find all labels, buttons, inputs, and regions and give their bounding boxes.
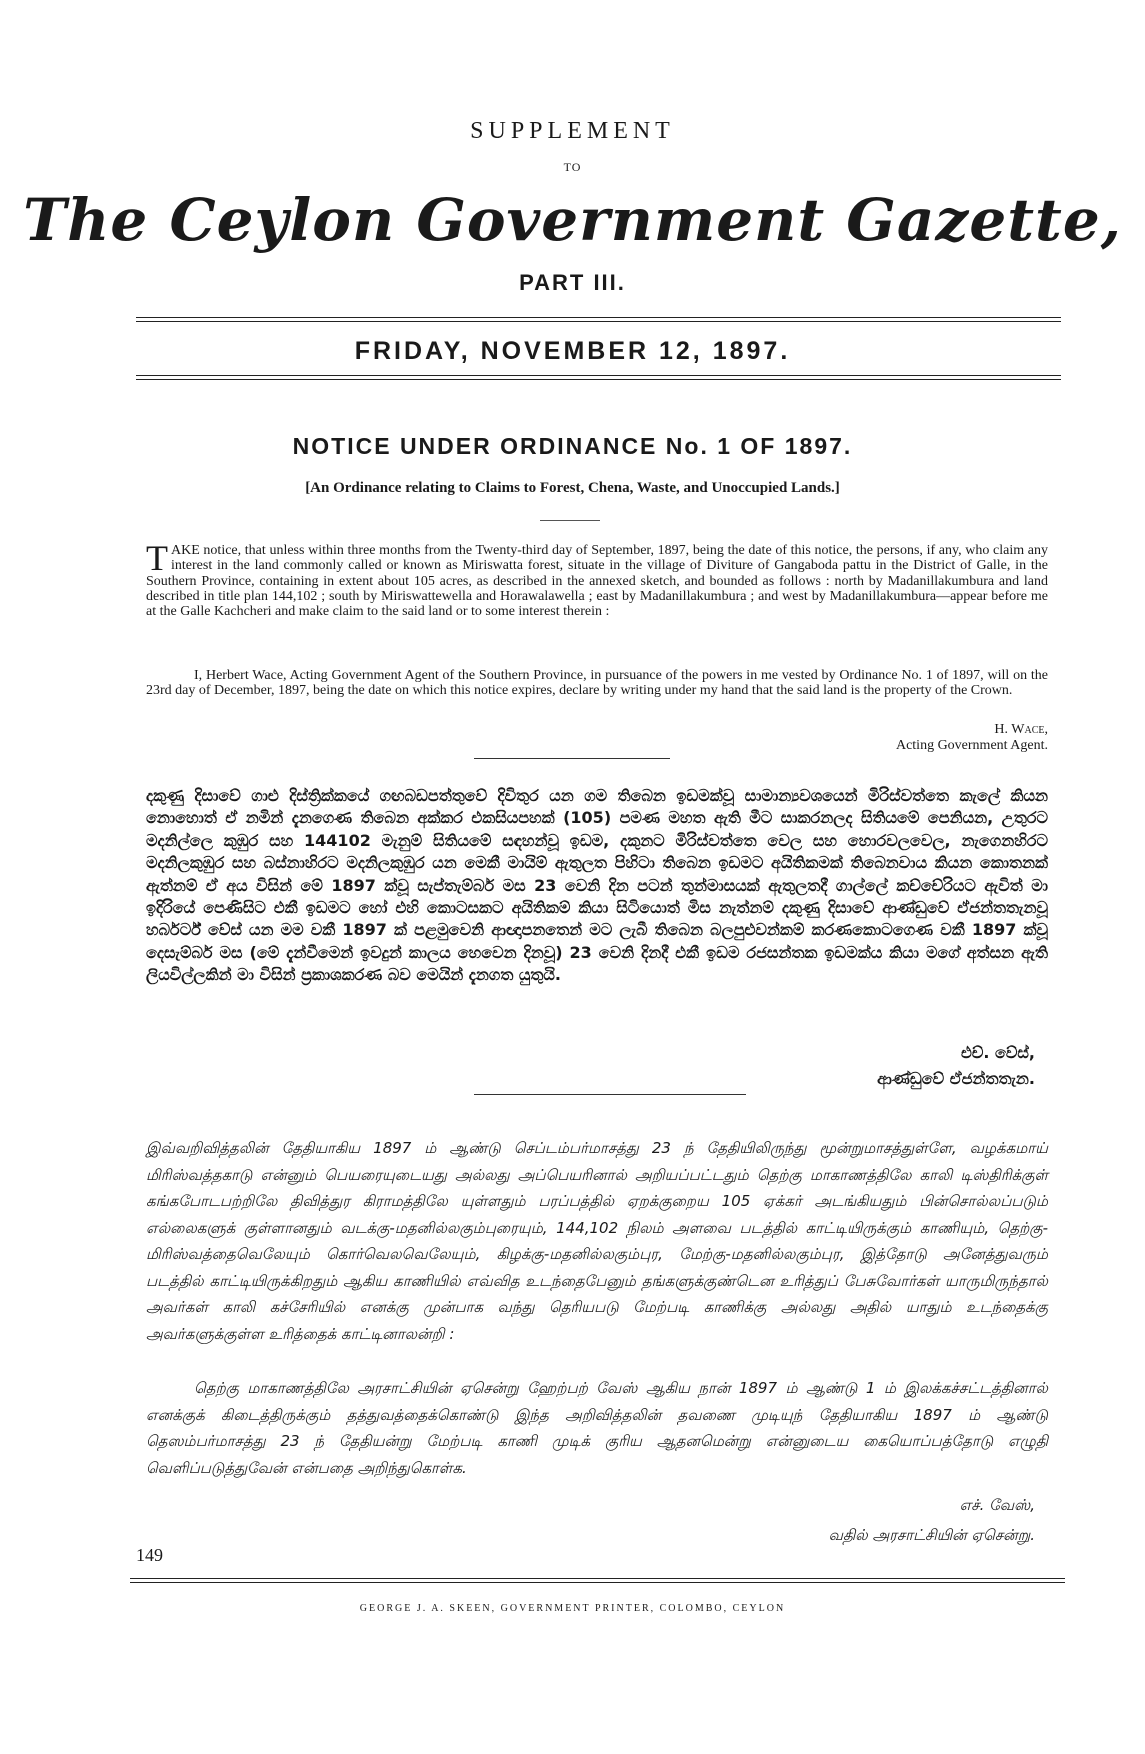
notice-body: AKE notice, that unless within three months from the Twenty-third day of September, 1897, being the date of this notice, the persons, if any, who claim any interest in the land commonly called or known as Miriswatta forest, situate in the village of Diviture of Gangaboda pattu in the District of Galle, in the Southern Province, containing in extent about 105 acres, as described in the annexed sketch, and bounded as follows : north by Madanillakumbura and land described in title plan 144,102 ; south by Miriswattewella and Horawalawella ; east by Madanillakumbura ; and west by Madanillakumbura—appear before me at the Galle Kachcheri and make claim to the said land or to some interest therein : bbox=[146, 543, 1048, 620]
sinhala-signature bbox=[877, 1040, 1035, 1092]
header-rule-top-double bbox=[136, 321, 1061, 322]
tamil-signature bbox=[829, 1490, 1035, 1550]
english-signature-name: H. Wace, bbox=[994, 722, 1048, 737]
tamil-signature-name: எச். வேஸ், bbox=[959, 1496, 1035, 1514]
notice-paragraph-sinhala: දකුණු දිසාවේ ගාළු දිස්ත්‍රික්කයේ ගඟබඩපත්තුවේ දිවිතුර යන ගම තිබෙන ඉඩමක්වූ සාමාන්‍යවශයෙන් මිරිස්වත්තෙ කැලේ කියන නොහොත් ඒ නමින් දැනගෙණ තිබෙන අක්කර එකසියපහක් (105) පමණ මහත ඇති මීට සාකරනලද සිතියමේ පෙනියන, උතුරට මදනිල්ලෙ කුඹුර සහ 144102 මැනුම් සිතියමේ සඳහන්වූ ඉඩම, දකුනට මිරිස්වත්තෙ වෙල සහ හොරවලවෙල, නැගෙනහිරට මදනිලකුඹුර සහ බස්නාහිරට මදනිලකුඹුර යන මෙකී මායිම් ඇතුලත පිහිටා තිබෙන ඉඩමට අයිතිකමක් තිබෙනවාය කියන කොතනක් ඇත්නම් ඒ අය විසින් මේ 1897 ක්වූ සැප්තැම්බර් මස 23 වෙනි දින පටන් තුන්මාසයක් ඇතුලතදී ගාල්ලේ කච්චේරියට ඇවිත් මා ඉදිරියේ පෙණිසිට එකී ඉඩමට හෝ එහි කොටසකට අයිතිකම් කියා සිටියොත් මිස නැත්නම් දකුණු දිසාවේ ආණ්ඩුවේ ඒජන්තතැනවූ හර්බර්ට් වේස් යන මම වකී 1897 ක් පළමුවෙනි ආඥාපනතෙන් මට ලැබී තිබෙන බලපුළුවන්කම් කරණකොටගෙණ වකී 1897 ක්වූ දෙසැම්බර් මස (මේ දැන්වීමෙන් ඉවදුන් කාලය හෙවෙන දිනවූ) 23 වෙනි දිනදී එකී ඉඩම රජසන්තක ඉඩමක්ය කියා මගේ අත්සන ඇති ලියවිල්ලකින් මා විසින් ප්‍රකාශකරණ බව මෙයින් දැනගත යුතුයි. bbox=[146, 786, 1048, 985]
notice-declaration-english: I, Herbert Wace, Acting Government Agent of the Southern Province, in pursuance of the powers in me vested by Ordinance No. 1 of 1897, will on the 23rd day of December, 1897, being the date on which this notice expires, declare by writing under my hand that the said land is the property of the Crown. bbox=[146, 668, 1048, 699]
header-rule-bottom-double bbox=[136, 379, 1061, 380]
printer-imprint: GEORGE J. A. SKEEN, GOVERNMENT PRINTER, COLOMBO, CEYLON bbox=[359, 1603, 786, 1614]
sinhala-signature-name: එච්. වේස්, bbox=[961, 1043, 1035, 1062]
part-label: PART III. bbox=[519, 270, 626, 295]
supplement-heading: SUPPLEMENT bbox=[470, 118, 675, 144]
english-signature-title: Acting Government Agent. bbox=[895, 738, 1048, 753]
header-rule-top bbox=[136, 317, 1061, 318]
notice-paragraph-tamil: இவ்வறிவித்தலின் தேதியாகிய 1897 ம் ஆண்டு செப்டம்பர்மாசத்து 23 ந் தேதியிலிருந்து மூன்றுமாசத்துள்ளே, வழக்கமாய் மிரிஸ்வத்தகாடு என்னும் பெயரையுடையது அல்லது அப்பெயரினால் அறியப்பட்டதும் தெற்கு மாகாணத்திலே காலி டிஸ்திரிக்குள் கங்கபோடபற்றிலே திவித்துர கிராமத்திலே யுள்ளதும் பரப்பத்தில் ஏறக்குறைய 105 ஏக்கர் அடங்கியதும் பின்சொல்லப்படும் எல்லைகளுக் குள்ளானதும் வடக்கு-மதனில்லகும்புரையும், 144,102 நிலம் அளவை படத்தில் காட்டியிருக்கும் காணியும், தெற்கு-மிரிஸ்வத்தைவெலேயும் கொர்வெலவெலேயும், கிழக்கு-மதனில்லகும்புர, மேற்கு-மதனில்லகும்புர, இத்தோடு அனேத்துவரும் படத்தில் காட்டியிருக்கிறதும் ஆகிய காணியில் எவ்வித உடந்தைபேனும் தங்களுக்குண்டென உரித்துப் பேசுவோர்கள் யாருமிருந்தால் அவர்கள் காலி கச்சேரியில் எனக்கு முன்பாக வந்து தெரியபடு மேற்படி காணிக்கு அல்லது அதில் யாதும் உடந்தைக்கு அவர்களுக்குள்ள உரித்தைக் காட்டினாலன்றி : bbox=[146, 1139, 1048, 1343]
footer-rule-double bbox=[130, 1582, 1065, 1583]
english-signature bbox=[896, 722, 1048, 754]
notice-declaration-tamil: தெற்கு மாகாணத்திலே அரசாட்சியின் ஏசென்று ஹேற்பற் வேஸ் ஆகிய நான் 1897 ம் ஆண்டு 1 ம் இலக்கச்சட்டத்தினால் எனக்குக் கிடைத்திருக்கும் தத்துவத்தைக்கொண்டு இந்த அறிவித்தலின் தவணை முடியுந் தேதியாகிய 1897 ம் ஆண்டு தெஸம்பர்மாசத்து 23 ந் தேதியன்று மேற்படி காணி முடிக் குரிய ஆதனமென்று என்னுடைய கையொப்பத்தோடு எழுதி வெளிப்படுத்துவேன் என்பதை அறிந்துகொள்க. bbox=[146, 1379, 1048, 1477]
sinhala-signature-title: ආණ්ඩුවේ ඒජන්තතැන. bbox=[877, 1069, 1035, 1088]
header-rule-bottom bbox=[136, 375, 1061, 376]
tamil-signature-title: வதில் அரசாட்சியின் ஏசென்று. bbox=[828, 1526, 1035, 1544]
notice-title: NOTICE UNDER ORDINANCE No. 1 OF 1897. bbox=[292, 433, 853, 459]
to-label: TO bbox=[563, 160, 582, 174]
notice-divider bbox=[540, 520, 600, 521]
issue-date: FRIDAY, NOVEMBER 12, 1897. bbox=[354, 337, 791, 365]
section-separator-1 bbox=[474, 758, 670, 759]
page-number: 149 bbox=[136, 1545, 163, 1565]
section-separator-2 bbox=[474, 1094, 746, 1095]
drop-cap: T bbox=[146, 538, 168, 578]
footer-rule bbox=[130, 1578, 1065, 1579]
gazette-title: The Ceylon Government Gazette, bbox=[23, 186, 1122, 254]
notice-subtitle: [An Ordinance relating to Claims to Forest, Chena, Waste, and Unoccupied Lands.] bbox=[305, 480, 840, 496]
notice-paragraph-english bbox=[146, 538, 1048, 620]
